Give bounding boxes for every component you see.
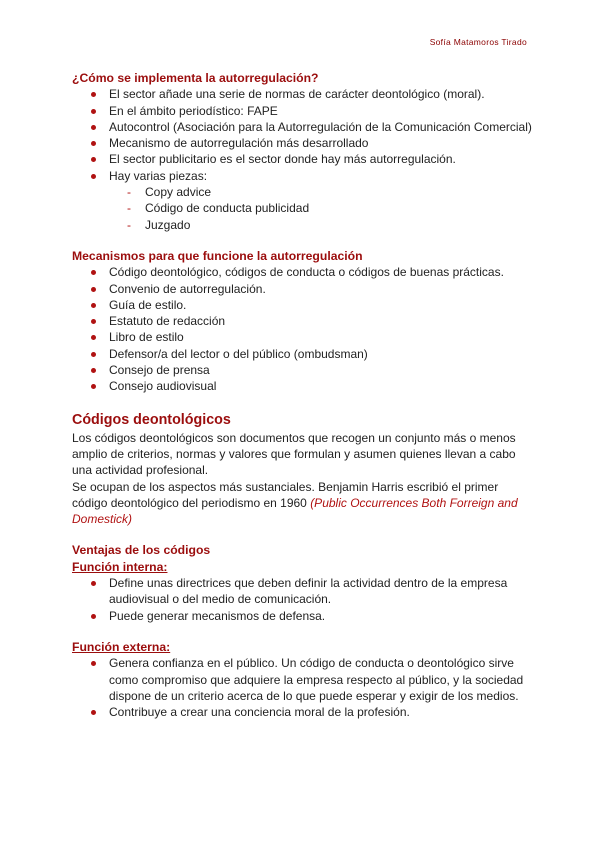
codes-paragraph: Los códigos deontológicos son documentos que recogen un conjunto más o menos amplio de criterios, normas y valores que formulan y asumen quienes llevan a cabo una actividad profesional.: [72, 430, 516, 478]
list-item: Define unas directrices que deben definir la actividad dentro de la empresa audiovisual o del medio de comunicación.: [109, 575, 532, 608]
list-item: Mecanismo de autorregulación más desarrollado: [109, 135, 532, 151]
header-author: Sofía Matamoros Tirado: [429, 37, 527, 47]
list-item: Estatuto de redacción: [109, 313, 532, 329]
section-heading-advantages: Ventajas de los códigos: [72, 543, 211, 558]
subheading-external-function: Función externa:: [72, 639, 171, 654]
implementation-list: [72, 86, 532, 233]
list-item: Defensor/a del lector o del público (ombudsman): [109, 346, 532, 362]
sublist-item: - Código de conducta publicidad: [145, 200, 532, 216]
list-item: Genera confianza en el público. Un código de conducta o deontológico sirve como compromiso que adquiere la empresa respecto al público, y la sociedad dispone de un criterio acerca de lo que puede esperar y exigir de los medios.: [109, 655, 532, 704]
codes-paragraph-history: [72, 479, 532, 528]
list-item: Autocontrol (Asociación para la Autorregulación de la Comunicación Comercial): [109, 119, 532, 134]
list-item: Contribuye a crear una conciencia moral de la profesión.: [109, 704, 532, 720]
list-item: [109, 168, 532, 233]
section-heading-implementation: ¿Cómo se implementa la autorregulación?: [72, 71, 319, 85]
list-item: Puede generar mecanismos de defensa.: [109, 608, 532, 624]
history-text: Se ocupan de los aspectos más sustanciales. Benjamin Harris escribió el primer código deontológico del periodismo en 1960: [72, 479, 499, 510]
section-heading-mechanisms: Mecanismos para que funcione la autorregulación: [72, 248, 363, 263]
list-item: En el ámbito periodístico: FAPE: [109, 103, 532, 119]
list-item: El sector añade una serie de normas de carácter deontológico (moral).: [109, 86, 532, 102]
external-function-list: [72, 655, 532, 720]
pieces-sublist: [109, 184, 532, 233]
sublist-item: - Juzgado: [145, 217, 532, 233]
list-item: Libro de estilo: [109, 329, 532, 345]
list-item: Consejo audiovisual: [109, 378, 532, 394]
subheading-internal-function: Función interna:: [72, 559, 168, 574]
list-item: Consejo de prensa: [109, 362, 532, 378]
document-body: [72, 70, 532, 720]
section-heading-codes: Códigos deontológicos: [72, 411, 231, 428]
list-item: Guía de estilo.: [109, 297, 532, 313]
list-item-text: Hay varias piezas:: [109, 168, 208, 183]
list-item: El sector publicitario es el sector donde hay más autorregulación.: [109, 151, 532, 167]
citation: (Public Occurrences Both Forreign and Domestick): [72, 495, 518, 527]
list-item: Código deontológico, códigos de conducta o códigos de buenas prácticas.: [109, 264, 532, 280]
mechanisms-list: [72, 264, 532, 394]
list-item: Convenio de autorregulación.: [109, 281, 532, 297]
internal-function-list: [72, 575, 532, 624]
sublist-item: - Copy advice: [145, 184, 532, 200]
